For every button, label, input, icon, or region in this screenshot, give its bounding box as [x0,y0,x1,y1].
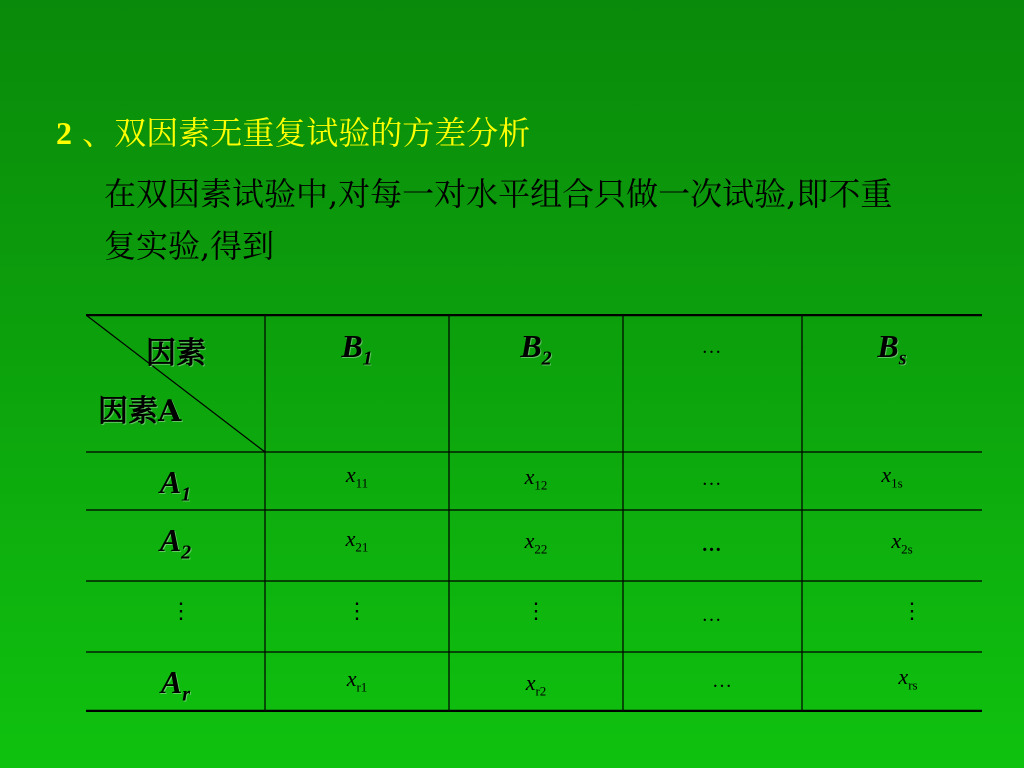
cell-x1s: $x_{1s}$ [881,462,903,491]
cell-x11: $x_{11}$ [345,462,369,491]
cell-x22: $x_{22}$ [524,528,548,557]
cell-xr1: $x_{r1}$ [346,666,368,695]
cell-x2s: $x_{2s}$ [891,528,913,557]
cell-x21: $x_{21}$ [345,526,369,555]
heading-number: 2 [56,115,72,151]
col-header-ellipsis: … [701,336,724,358]
col-header-b1: $B_1$ [341,328,373,370]
corner-label-factor-b: 因素 [146,336,206,371]
cell-x12: $x_{12}$ [524,464,548,493]
row-header-vdots: ⋮ [170,598,192,623]
cell-ellipsis-row3: … [701,604,724,626]
cell-xr2: $x_{r2}$ [525,670,547,699]
cell-ellipsis-row1: … [701,468,724,490]
row-header-ar: $A_r$ [160,664,191,706]
intro-paragraph: 在双因素试验中,对每一对水平组合只做一次试验,即不重复实验,得到 [104,175,893,265]
cell-vdots-col1: ⋮ [346,598,368,623]
corner-label-factor-a: 因素A [98,394,182,429]
row-header-a2: $A_2$ [159,522,192,564]
cell-xrs: $x_{rs}$ [898,664,918,693]
col-header-b2: $B_2$ [520,328,552,370]
heading-text: 双因素无重复试验的方差分析 [114,114,531,152]
col-header-bs: $B_s$ [877,328,907,370]
row-header-a1: $A_1$ [159,464,192,506]
table-grid [86,314,982,712]
cell-vdots-col2: ⋮ [525,598,547,623]
cell-ellipsis-row2: … [701,534,724,556]
data-table [86,314,982,712]
cell-ellipsis-row4: … [712,670,734,692]
slide-heading [56,108,530,154]
heading-separator: 、 [82,114,115,152]
cell-vdots-col4: ⋮ [901,598,923,623]
